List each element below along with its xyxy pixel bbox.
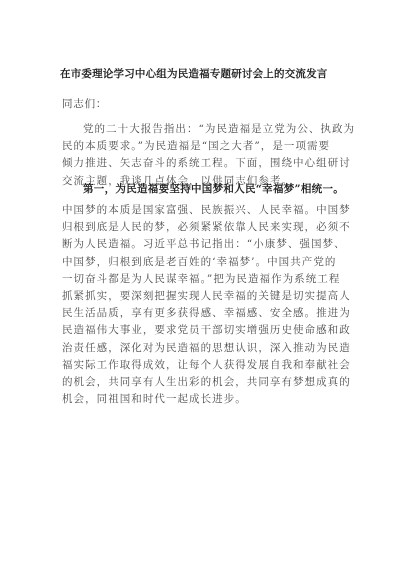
paragraph-line: 抓紧抓实，要深刻把握实现人民幸福的关键是切实提高人 bbox=[62, 289, 351, 302]
paragraph-line: 民造福伟大事业，要求党员干部切实增强历史使命感和政 bbox=[62, 324, 351, 337]
document-title: 在市委理论学习中心组为民造福专题研讨会上的交流发言 bbox=[60, 68, 328, 80]
paragraph-line: 交流主题，我谈几点体会，以供同志们参考。 bbox=[62, 174, 293, 187]
paragraph-line: 一切奋斗都是为人民谋幸福。”把为民造福作为系统工程 bbox=[62, 272, 341, 285]
paragraph-line: 倾力推进、矢志奋斗的系统工程。下面，围绕中心组研讨 bbox=[62, 157, 351, 170]
paragraph-line: 中国梦，归根到底是老百姓的‘幸福梦’。中国共产党的 bbox=[62, 255, 337, 268]
paragraph-line: 的机会，共同享有人生出彩的机会，共同享有梦想成真的 bbox=[62, 375, 351, 388]
paragraph-line: 断为人民造福。习近平总书记指出：“小康梦、强国梦、 bbox=[62, 238, 346, 251]
paragraph-line: 民的本质要求。”为民造福是“国之大者”，是一项需要 bbox=[62, 140, 331, 153]
paragraph-line: 福实际工作取得成效，让每个人获得发展自我和奉献社会 bbox=[62, 358, 351, 371]
paragraph-line: 党的二十大报告指出：“为民造福是立党为公、执政为 bbox=[83, 123, 356, 135]
paragraph-line: 治责任感，深化对为民造福的思想认识，深入推动为民造 bbox=[62, 341, 351, 354]
salutation: 同志们： bbox=[62, 98, 108, 110]
body-paragraph bbox=[62, 202, 354, 408]
paragraph-line: 机会，同祖国和时代一起成长进步。 bbox=[62, 393, 247, 406]
paragraph-line: 归根到底是人民的梦，必须紧紧依靠人民来实现，必须不 bbox=[62, 221, 351, 234]
paragraph-line: 民生活品质，享有更多获得感、幸福感、安全感。推进为 bbox=[62, 307, 351, 320]
section-heading: 第一，为民造福要坚持中国梦和人民“幸福梦”相统一。 bbox=[83, 183, 345, 195]
intro-paragraph bbox=[62, 121, 354, 190]
paragraph-line: 中国梦的本质是国家富强、民族振兴、人民幸福。中国梦 bbox=[62, 204, 351, 216]
